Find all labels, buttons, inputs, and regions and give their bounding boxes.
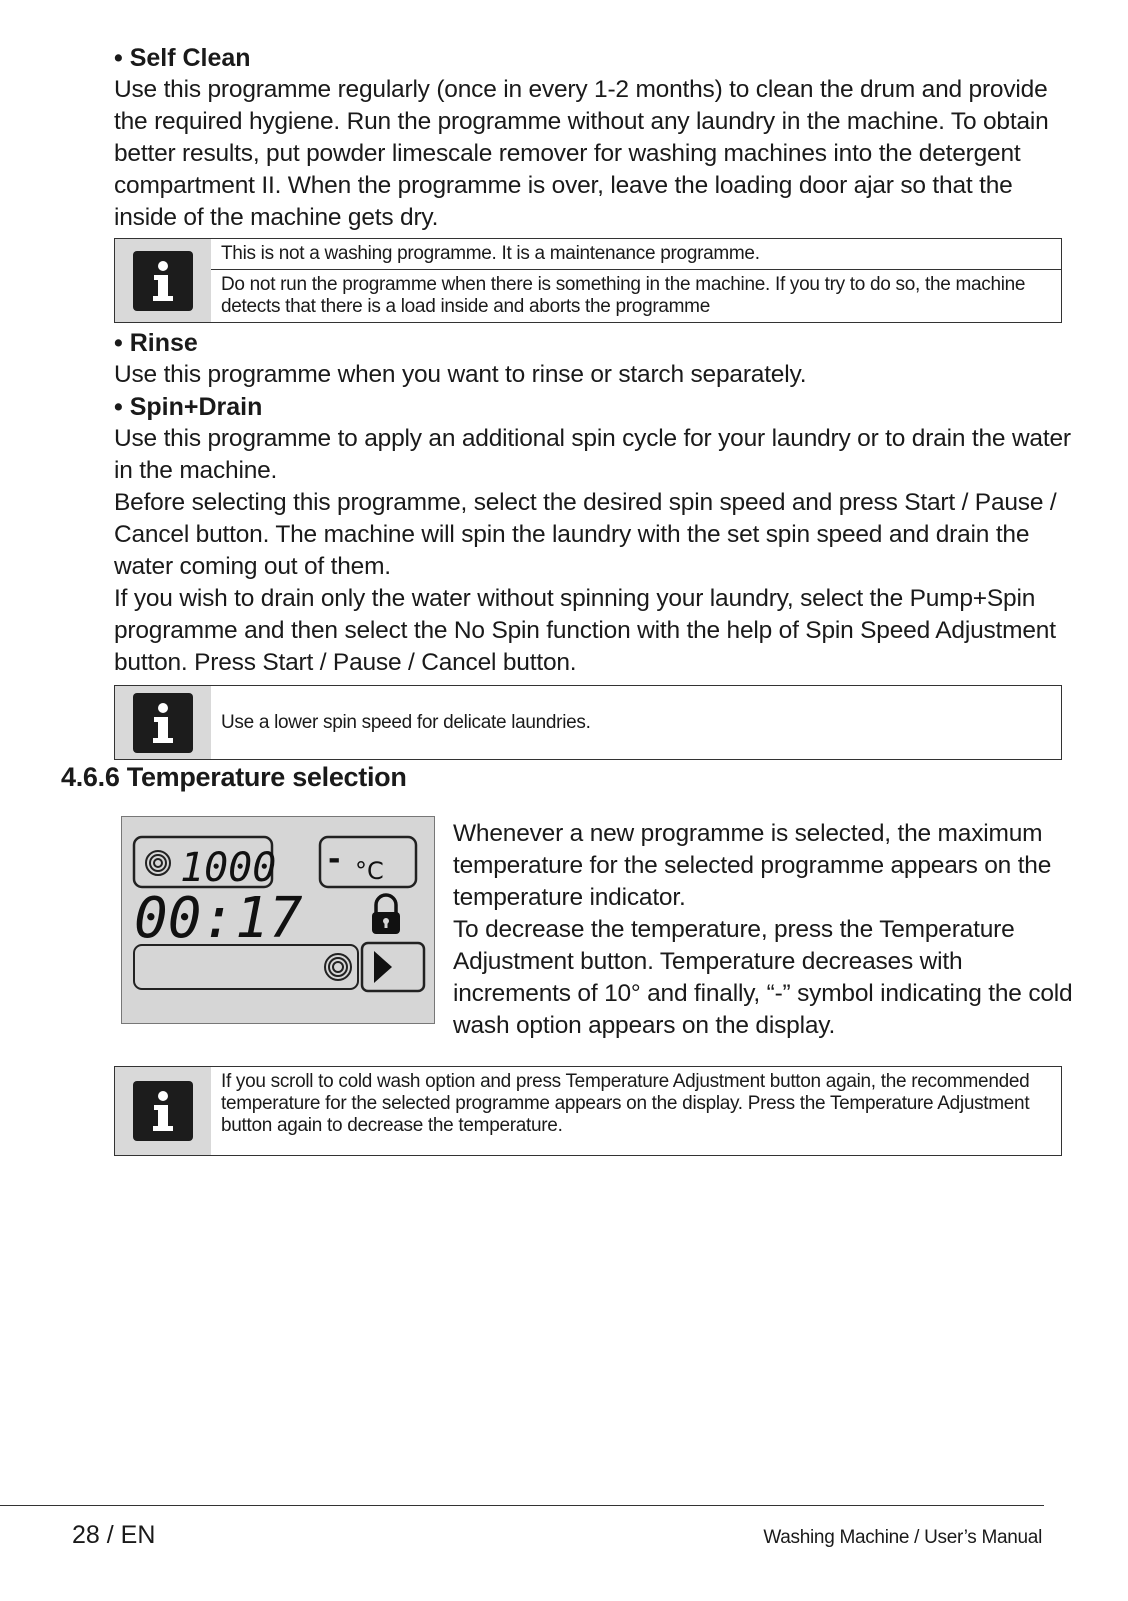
- self-clean-body: Use this programme regularly (once in every 1-2 months) to clean the drum and provide the required hygiene. Run the programme without any laundry in the machine. To obtain better results, put powder limescale remover for washing machines into the detergent compartment II. When the programme is over, leave the loading door ajar so that the inside of the machine gets dry.: [114, 76, 1049, 231]
- temperature-text: [453, 818, 1073, 1042]
- note-line-cold-wash: If you scroll to cold wash option and press Temperature Adjustment button again, the recommended temperature for the selected programme appears on the display. Press the Temperature Adjustment button again to decrease the temperature.: [221, 1071, 1030, 1136]
- info-icon: [133, 1081, 193, 1141]
- spin-icon: [325, 954, 351, 980]
- self-clean-note: [114, 238, 1062, 323]
- temp-dash: -: [328, 842, 341, 877]
- spin-drain-body-3: If you wish to drain only the water without spinning your laundry, select the Pump+Spin programme and then select the No Spin function with the help of Spin Speed Adjustment button. Press Start / Pause / Cancel button.: [114, 585, 1056, 676]
- lock-icon: [372, 895, 400, 934]
- temp-unit: °C: [355, 857, 384, 885]
- spin-drain-title: • Spin+Drain: [114, 393, 263, 421]
- manual-title: Washing Machine / User’s Manual: [763, 1527, 1042, 1548]
- rinse-body: Use this programme when you want to rinse or starch separately.: [114, 361, 807, 388]
- control-panel-display: [121, 816, 435, 1024]
- temperature-note: [114, 1066, 1062, 1156]
- spin-drain-body-1: Use this programme to apply an additional spin cycle for your laundry or to drain the water in the machine.: [114, 425, 1071, 484]
- section-heading-temperature: 4.6.6 Temperature selection: [61, 762, 407, 792]
- note-line-maintenance: This is not a washing programme. It is a maintenance programme.: [221, 243, 760, 264]
- temperature-body-2: To decrease the temperature, press the Temperature Adjustment button. Temperature decreases with increments of 10° and finally, “-” symbol indicating the cold wash option appears on the display.: [453, 916, 1073, 1039]
- play-icon: [374, 951, 392, 983]
- note-line-abort: Do not run the programme when there is something in the machine. If you try to do so, the machine detects that there is a load inside and aborts the programme: [211, 269, 1061, 322]
- page-number: 28 / EN: [72, 1521, 156, 1549]
- main-content: [114, 42, 1074, 764]
- info-icon: [133, 693, 193, 753]
- note-line-delicate: Use a lower spin speed for delicate laundries.: [221, 711, 591, 733]
- spin-value: 1000: [180, 845, 277, 891]
- time-value: 00:17: [134, 886, 303, 951]
- self-clean-title: • Self Clean: [114, 44, 251, 72]
- info-icon: [133, 251, 193, 311]
- spin-drain-note: [114, 685, 1062, 760]
- temperature-body-1: Whenever a new programme is selected, the maximum temperature for the selected programme appears on the temperature indicator.: [453, 820, 1052, 911]
- footer-divider: [0, 1505, 1044, 1506]
- spin-icon: [146, 851, 170, 875]
- rinse-title: • Rinse: [114, 329, 198, 357]
- start-button-frame: [362, 943, 424, 991]
- spin-drain-body-2: Before selecting this programme, select the desired spin speed and press Start / Pause / Cancel button. The machine will spin the laundry with the set spin speed and drain the water coming out of them.: [114, 489, 1057, 580]
